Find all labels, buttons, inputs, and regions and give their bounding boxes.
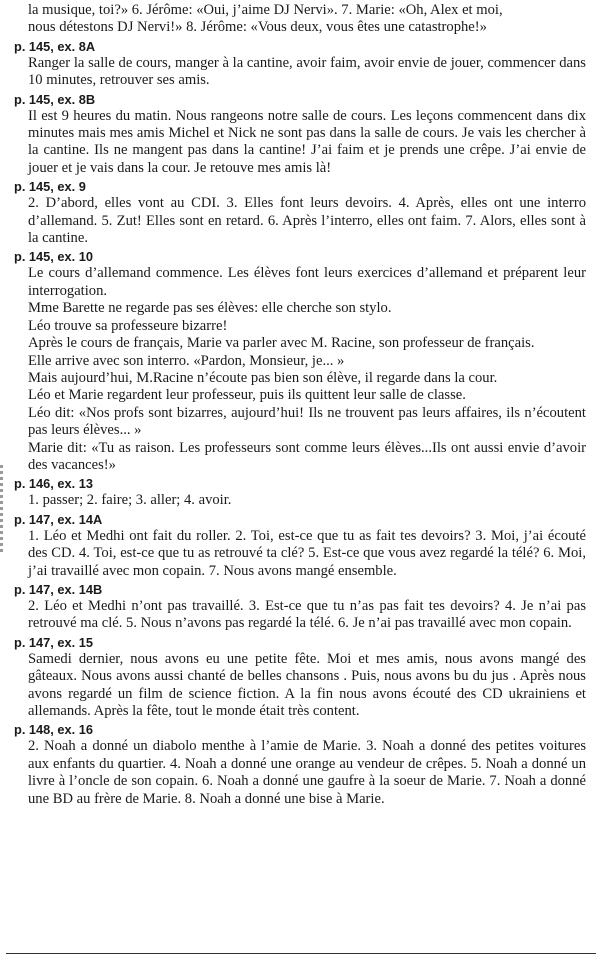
exercise-answer: Le cours d’allemand commence. Les élèves font leurs exercices d’allemand et préparent leur interrogation. [28,265,586,299]
exercise-heading: p. 147, ex. 14B [14,581,103,597]
exercise-answer: Samedi dernier, nous avons eu une petite fête. Moi et mes amis, nous avons mangé des gâteaux. Nous avons aussi chanté de belles chansons . Puis, nous avons bu du jus . Après nous avons regardé un film de science fiction. A la fin nous avons écouté des CD ukrainiens et allemands. Après la fête, tout le monde était très content. [28,650,586,719]
exercise-answer: Léo trouve sa professeure bizarre! [28,317,228,334]
exercise-heading: p. 145, ex. 8A [14,38,96,54]
exercise-answer: Mme Barette ne regarde pas ses élèves: elle cherche son stylo. [28,300,392,317]
exercise-answer: Elle arrive avec son interro. «Pardon, Monsieur, je... » [28,352,345,369]
exercise-answer: 2. Noah a donné un diabolo menthe à l’amie de Marie. 3. Noah a donné des petites voitures aux enfants du quartier. 4. Noah a donné une orange au vendeur de crêpes. 5. Noah a donné un livre à l’oncle de son copain. 6. Noah a donné une gaufre à la soeur de Marie. 7. Noah a donné une BD au frère de Marie. 8. Noah a donné une bise à Marie. [28,738,586,807]
page-bottom-rule [6,953,596,954]
exercise-answer: Mais aujourd’hui, M.Racine n’écoute pas bien son élève, il regarde dans la cour. [28,369,498,386]
exercise-answer: Léo et Marie regardent leur professeur, puis ils quittent leur salle de classe. [28,387,466,404]
exercise-answer: Léo dit: «Nos profs sont bizarres, aujourd’hui! Ils ne trouvent pas leurs affaires, ils n’écoutent pas leurs élèves... » [28,404,586,439]
answer-key-page [14,2,586,808]
exercise-answer: 1. passer; 2. faire; 3. aller; 4. avoir. [28,492,232,509]
exercise-answer: Il est 9 heures du matin. Nous rangeons notre salle de cours. Les leçons commencent dans dix minutes mais mes amis Michel et Nick ne sont pas dans la salle de cours. Je vais les chercher à la cantine. Ils ne mangent pas dans la cantine! J’ai faim et je prends une crêpe. J’ai envie de jouer et je vais dans la cour. Je retouve mes amis là! [28,107,586,176]
exercise-heading: p. 145, ex. 9 [14,179,86,195]
exercise-heading: p. 146, ex. 13 [14,476,93,492]
exercise-answer: 2. D’abord, elles vont au CDI. 3. Elles font leurs devoirs. 4. Après, elles ont une interro d’allemand. 5. Zut! Elles sont en retard. 6. Après l’interro, elles ont faim. 7. Alors, elles sont à la cantine. [28,195,586,247]
exercise-answer: 2. Léo et Medhi n’ont pas travaillé. 3. Est-ce que tu n’as pas fait tes devoirs? 4. Je n’ai pas retrouvé ma clé. 5. Nous n’avons pas regardé la télé. 6. Je n’ai pas travaillé avec mon copain. [28,597,586,632]
continued-text-line-1: la musique, toi?» 6. Jérôme: «Oui, j’aime DJ Nervi». 7. Marie: «Oh, Alex et moi, [28,2,503,18]
exercise-answer: Ranger la salle de cours, manger à la cantine, avoir faim, avoir envie de jouer, commencer dans 10 minutes, retrouver ses amis. [28,54,586,89]
exercise-heading: p. 147, ex. 15 [14,634,93,650]
exercise-answer: Après le cours de français, Marie va parler avec M. Racine, son professeur de français. [28,335,535,352]
exercise-heading: p. 148, ex. 16 [14,722,93,738]
exercise-answer: Marie dit: «Tu as raison. Les professeurs sont comme leurs élèves...Ils ont aussi envie d’avoir des vacances!» [28,439,586,473]
exercise-heading: p. 147, ex. 14A [14,511,103,527]
exercise-heading: p. 145, ex. 8B [14,91,96,107]
continued-text-line-2: nous détestons DJ Nervi!» 8. Jérôme: «Vous deux, vous êtes une catastrophe!» [28,19,487,36]
margin-scan-mark [0,465,3,555]
exercise-heading: p. 145, ex. 10 [14,249,93,265]
exercise-answer: 1. Léo et Medhi ont fait du roller. 2. Toi, est-ce que tu as fait tes devoirs? 3. Moi, j’ai écouté des CD. 4. Toi, est-ce que tu as retrouvé ta clé? 5. Est-ce que vous avez regardé la télé? 6. Moi, j’ai travaillé avec mon copain. 7. Nous avons mangé ensemble. [28,527,586,579]
